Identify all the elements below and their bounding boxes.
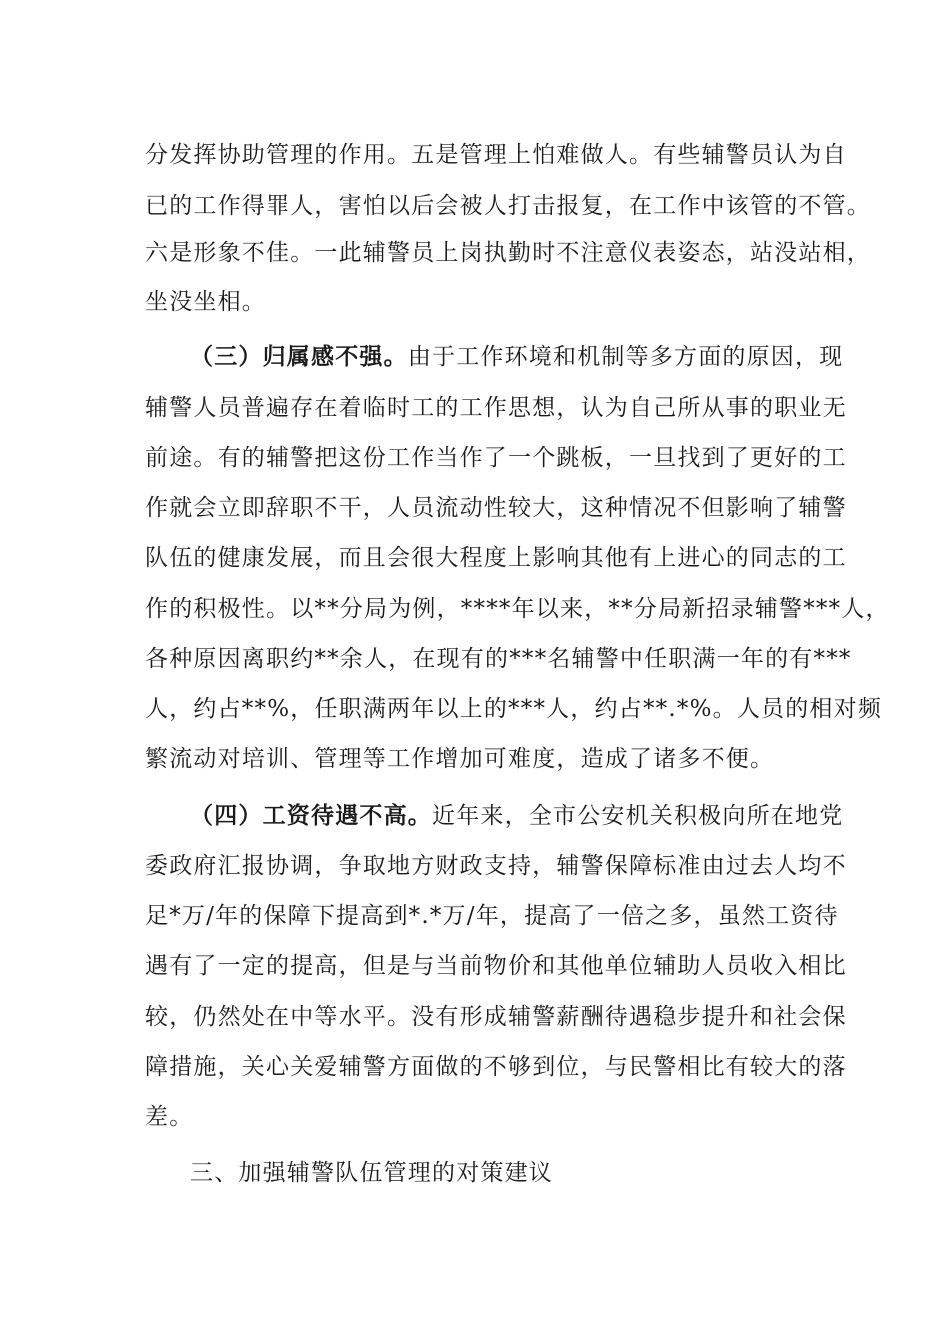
paragraph-line: 人，约占**%，任职满两年以上的***人，约占**.*%。人员的相对频 (145, 696, 883, 722)
paragraph-line: 遇有了一定的提高，但是与当前物价和其他单位辅助人员收入相比 (145, 953, 847, 979)
section-four-first-line (190, 801, 870, 831)
paragraph-line: 较，仍然处在中等水平。没有形成辅警薪酬待遇稳步提升和社会保 (145, 1004, 847, 1030)
section-three-first-line (190, 342, 870, 372)
paragraph-line: 障措施，关心关爱辅警方面做的不够到位，与民警相比有较大的落 (145, 1054, 847, 1080)
paragraph-line: 足*万/年的保障下提高到*.*万/年，提高了一倍之多，虽然工资待 (145, 903, 839, 929)
paragraph-line: 队伍的健康发展，而且会很大程度上影响其他有上进心的同志的工 (145, 545, 847, 571)
paragraph-line: 坐没坐相。 (145, 289, 266, 315)
chapter-three-title: 三、加强辅警队伍管理的对策建议 (190, 1160, 553, 1186)
paragraph-line: 辅警人员普遍存在着临时工的工作思想，认为自己所从事的职业无 (145, 395, 847, 421)
paragraph-line: 差。 (145, 1104, 194, 1130)
paragraph-line: 已的工作得罪人，害怕以后会被人打击报复，在工作中该管的不管。 (145, 193, 871, 219)
section-four-heading: （四）工资待遇不高。 (190, 802, 432, 829)
paragraph-line: 作的积极性。以**分局为例，****年以来，**分局新招录辅警***人， (145, 596, 890, 622)
paragraph-line: 各种原因离职约**余人，在现有的***名辅警中任职满一年的有*** (145, 646, 852, 672)
section-four-text: 近年来，全市公安机关积极向所在地党 (432, 803, 844, 829)
paragraph-line: 作就会立即辞职不干，人员流动性较大，这种情况不但影响了辅警 (145, 495, 847, 521)
paragraph-line: 繁流动对培训、管理等工作增加可难度，造成了诸多不便。 (145, 746, 775, 772)
paragraph-line: 六是形象不佳。一此辅警员上岗执勤时不注意仪表姿态，站没站相， (145, 240, 871, 266)
section-three-text: 由于工作环境和机制等多方面的原因，现 (407, 344, 844, 370)
paragraph-line: 委政府汇报协调，争取地方财政支持，辅警保障标准由过去人均不 (145, 853, 847, 879)
paragraph-line: 前途。有的辅警把这份工作当作了一个跳板，一旦找到了更好的工 (145, 445, 847, 471)
section-three-heading: （三）归属感不强。 (190, 343, 408, 370)
paragraph-line: 分发挥协助管理的作用。五是管理上怕难做人。有些辅警员认为自 (145, 142, 847, 168)
